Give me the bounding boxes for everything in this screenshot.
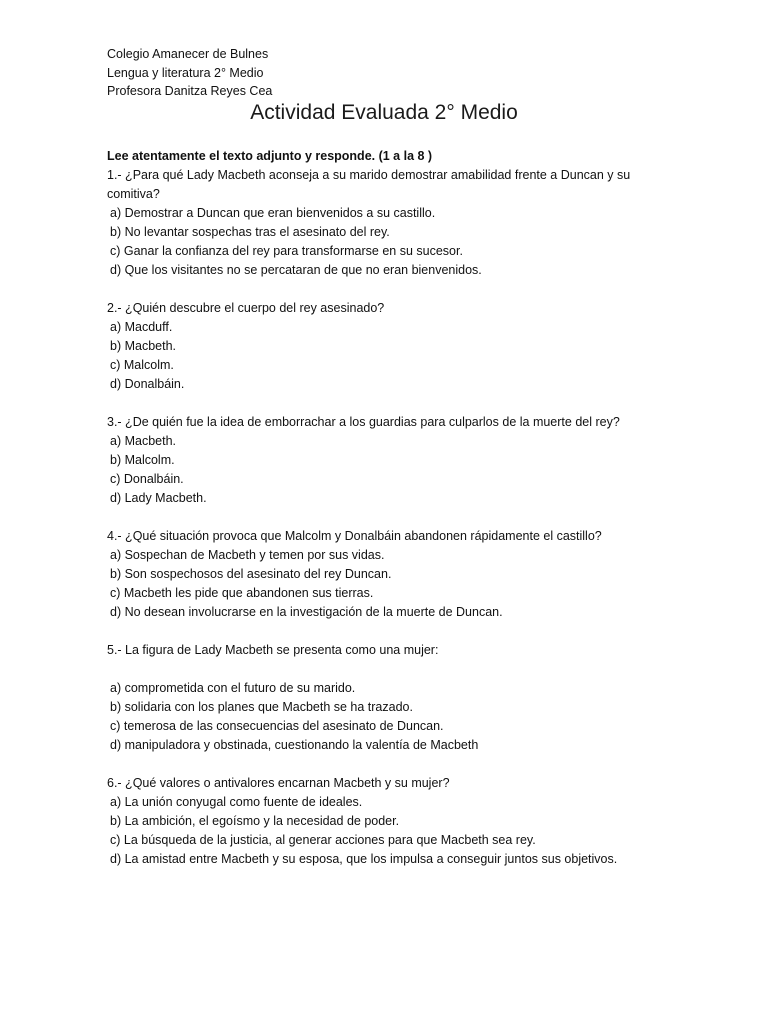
answer-option: b) La ambición, el egoísmo y la necesidad de poder. (110, 814, 400, 828)
question-text: 5.- La figura de Lady Macbeth se presenta como una mujer: (107, 643, 439, 657)
answer-option: a) Sospechan de Macbeth y temen por sus vidas. (110, 548, 385, 562)
answer-option: a) Demostrar a Duncan que eran bienvenidos a su castillo. (110, 206, 436, 220)
answer-option: c) temerosa de las consecuencias del asesinato de Duncan. (110, 719, 444, 733)
document-body (107, 147, 667, 888)
question-1 (107, 166, 667, 280)
question-6 (107, 774, 667, 869)
answer-option: d) La amistad entre Macbeth y su esposa, que los impulsa a conseguir juntos sus objetivos. (110, 852, 618, 866)
document-header (107, 45, 272, 101)
answer-option: c) La búsqueda de la justicia, al generar acciones para que Macbeth sea rey. (110, 833, 536, 847)
answer-option: b) Son sospechosos del asesinato del rey Duncan. (110, 567, 392, 581)
question-text: 3.- ¿De quién fue la idea de emborrachar a los guardias para culparlos de la muerte del rey? (107, 415, 620, 429)
question-3 (107, 413, 667, 508)
question-text: 1.- ¿Para qué Lady Macbeth aconseja a su marido demostrar amabilidad frente a Duncan y su comitiva? (107, 168, 631, 201)
answer-option: d) Lady Macbeth. (110, 491, 207, 505)
answer-option: c) Macbeth les pide que abandonen sus tierras. (110, 586, 374, 600)
school-name: Colegio Amanecer de Bulnes (107, 47, 269, 61)
question-4 (107, 527, 667, 622)
answer-option: b) solidaria con los planes que Macbeth se ha trazado. (110, 700, 413, 714)
question-text: 2.- ¿Quién descubre el cuerpo del rey asesinado? (107, 301, 385, 315)
answer-option: a) Macduff. (110, 320, 173, 334)
answer-option: c) Ganar la confianza del rey para transformarse en su sucesor. (110, 244, 463, 258)
answer-option: d) manipuladora y obstinada, cuestionando la valentía de Macbeth (110, 738, 479, 752)
answer-option: a) Macbeth. (110, 434, 177, 448)
answer-option: a) comprometida con el futuro de su marido. (110, 681, 356, 695)
answer-option: b) Malcolm. (110, 453, 175, 467)
question-text: 6.- ¿Qué valores o antivalores encarnan Macbeth y su mujer? (107, 776, 450, 790)
answer-option: c) Donalbáin. (110, 472, 184, 486)
question-5 (107, 641, 667, 755)
question-text: 4.- ¿Qué situación provoca que Malcolm y Donalbáin abandonen rápidamente el castillo? (107, 529, 602, 543)
answer-option: d) No desean involucrarse en la investigación de la muerte de Duncan. (110, 605, 503, 619)
answer-option: b) No levantar sospechas tras el asesinato del rey. (110, 225, 390, 239)
answer-option: b) Macbeth. (110, 339, 177, 353)
instruction-text: Lee atentamente el texto adjunto y responde. (1 a la 8 ) (107, 149, 433, 163)
document-title: Actividad Evaluada 2° Medio (250, 101, 518, 124)
teacher-name: Profesora Danitza Reyes Cea (107, 84, 273, 98)
subject-line: Lengua y literatura 2° Medio (107, 65, 264, 80)
question-2 (107, 299, 667, 394)
answer-option: c) Malcolm. (110, 358, 174, 372)
answer-option: a) La unión conyugal como fuente de ideales. (110, 795, 363, 809)
answer-option: d) Que los visitantes no se percataran de que no eran bienvenidos. (110, 263, 482, 277)
answer-option: d) Donalbáin. (110, 377, 185, 391)
